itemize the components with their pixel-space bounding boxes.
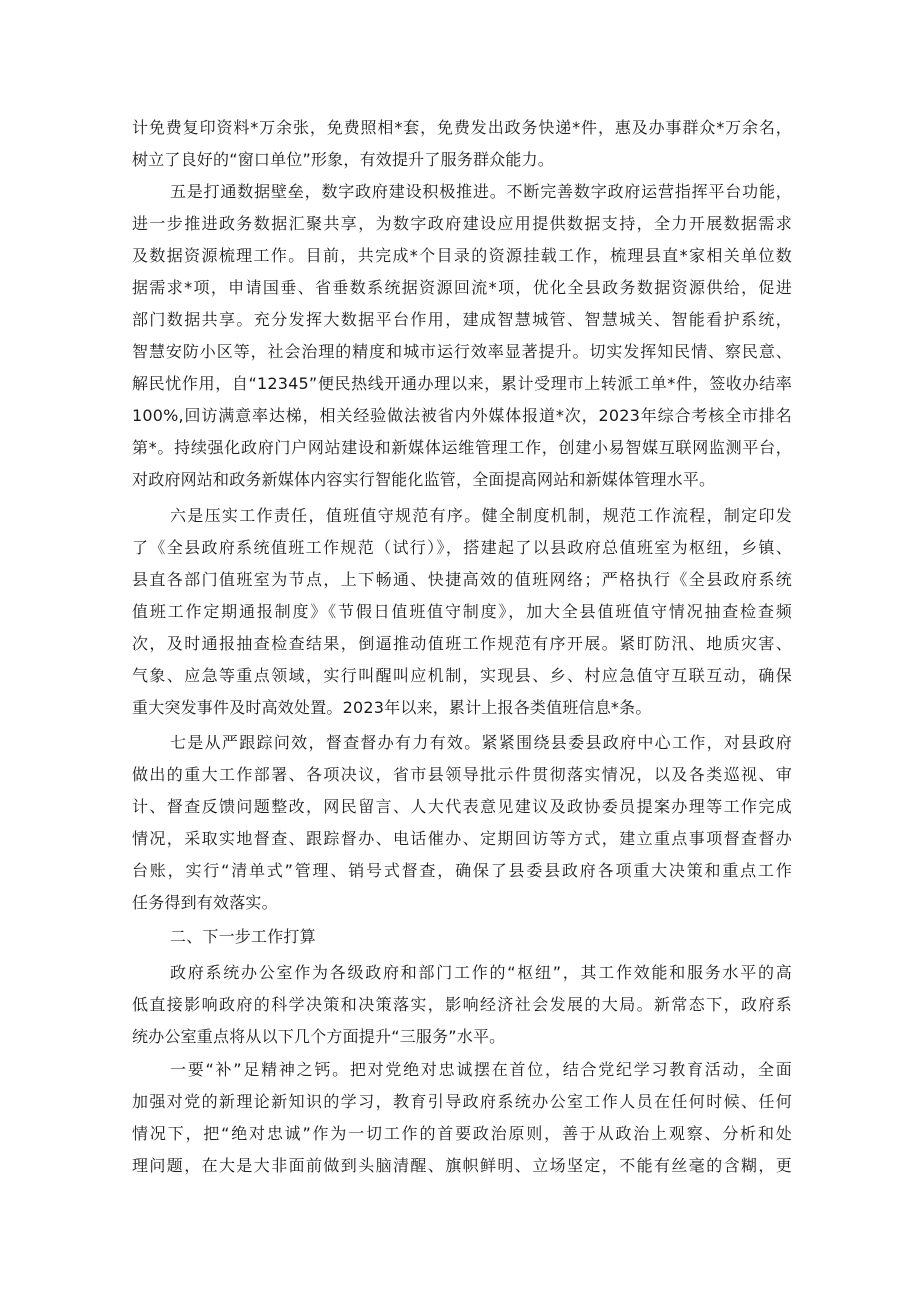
paragraph-window-service: [132, 112, 792, 176]
text-line: 了《全县政府系统值班工作规范（试行）》，搭建起了以县政府总值班室为枢纽，乡镇、: [132, 538, 792, 557]
paragraph-data-barriers: [132, 176, 792, 496]
text-line: 智慧安防小区等，社会治理的精度和城市运行效率显著提升。切实发挥知民情、察民意、: [132, 342, 792, 361]
text-line: 进一步推进政务数据汇聚共享，为数字政府建设应用提供数据支持，全力开展数据需求: [132, 214, 792, 233]
paragraph-spirit: [132, 1054, 792, 1182]
text-line: 县直各部门值班室为节点，上下畅通、快捷高效的值班网络；严格执行《全县政府系统: [132, 570, 792, 589]
text-line: 值班工作定期通报制度》《节假日值班值守制度》，加大全县值班值守情况抽查检查频: [132, 602, 792, 621]
text-line: 做出的重大工作部署、各项决议，省市县领导批示件贯彻落实情况，以及各类巡视、审: [132, 765, 792, 784]
text-line: 计、督查反馈问题整改，网民留言、人大代表意见建议及政协委员提案办理等工作完成: [132, 797, 792, 816]
text-line: 五是打通数据壁垒，数字政府建设积极推进。不断完善数字政府运营指挥平台功能，: [170, 182, 792, 201]
text-line: 对政府网站和政务新媒体内容实行智能化监管，全面提高网站和新媒体管理水平。: [132, 470, 716, 489]
text-line: 政府系统办公室作为各级政府和部门工作的“枢纽”，其工作效能和服务水平的高: [170, 963, 792, 982]
text-line: 台账，实行“清单式”管理、销号式督查，确保了县委县政府各项重大决策和重点工作: [132, 861, 792, 880]
text-line: 理问题，在大是大非面前做到头脑清醒、旗帜鲜明、立场坚定，不能有丝毫的含糊，更: [132, 1156, 792, 1175]
text-line: 部门数据共享。充分发挥大数据平台作用，建成智慧城管、智慧城关、智能看护系统，: [132, 310, 792, 329]
text-line: 低直接影响政府的科学决策和决策落实，影响经济社会发展的大局。新常态下，政府系: [132, 995, 792, 1014]
text-line: 据需求*项，申请国垂、省垂数系统据资源回流*项，优化全县政务数据资源供给，促进: [132, 278, 792, 297]
text-line: 树立了良好的“窗口单位”形象，有效提升了服务群众能力。: [132, 150, 554, 169]
text-line: 及数据资源梳理工作。目前，共完成*个目录的资源挂载工作，梳理县直*家相关单位数: [132, 246, 792, 265]
text-line: 计免费复印资料*万余张，免费照相*套，免费发出政务快递*件，惠及办事群众*万余名，: [132, 118, 792, 137]
text-line: 气象、应急等重点领域，实行叫醒叫应机制，实现县、乡、村应急值守互联互动，确保: [132, 666, 792, 685]
section-heading-next-steps: [132, 921, 792, 953]
text-line: 重大突发事件及时高效处置。2023年以来，累计上报各类值班信息*条。: [132, 698, 652, 717]
text-line: 解民忧作用，自“12345”便民热线开通办理以来，累计受理市上转派工单*件，签收办结率: [132, 374, 792, 393]
text-line: 次，及时通报抽查检查结果，倒逼推动值班工作规范有序开展。紧盯防汛、地质灾害、: [132, 634, 792, 653]
paragraph-supervision: [132, 727, 792, 919]
text-line: 七是从严跟踪问效，督查督办有力有效。紧紧围绕县委县政府中心工作，对县政府: [170, 733, 792, 752]
text-line: 100%,回访满意率达梯，相关经验做法被省内外媒体报道*次，2023年综合考核全市排名: [132, 406, 792, 425]
text-line: 统办公室重点将从以下几个方面提升“三服务”水平。: [132, 1027, 506, 1046]
text-line: 任务得到有效落实。: [132, 893, 278, 912]
text-line: 一要“补”足精神之钙。把对党绝对忠诚摆在首位，结合党纪学习教育活动，全面: [170, 1060, 792, 1079]
paragraph-office-hub: [132, 957, 792, 1053]
text-line: 第*。持续强化政府门户网站建设和新媒体运维管理工作，创建小易智媒互联网监测平台，: [132, 438, 792, 457]
text-line: 六是压实工作责任，值班值守规范有序。健全制度机制，规范工作流程，制定印发: [170, 506, 792, 525]
paragraph-duty-shifts: [132, 500, 792, 724]
section-heading: 二、下一步工作打算: [170, 927, 316, 946]
text-line: 加强对党的新理论新知识的学习，教育引导政府系统办公室工作人员在任何时候、任何: [132, 1092, 792, 1111]
text-line: 情况下，把“绝对忠诚”作为一切工作的首要政治原则，善于从政治上观察、分析和处: [132, 1124, 792, 1143]
text-line: 情况，采取实地督查、跟踪督办、电话催办、定期回访等方式，建立重点事项督查督办: [132, 829, 792, 848]
